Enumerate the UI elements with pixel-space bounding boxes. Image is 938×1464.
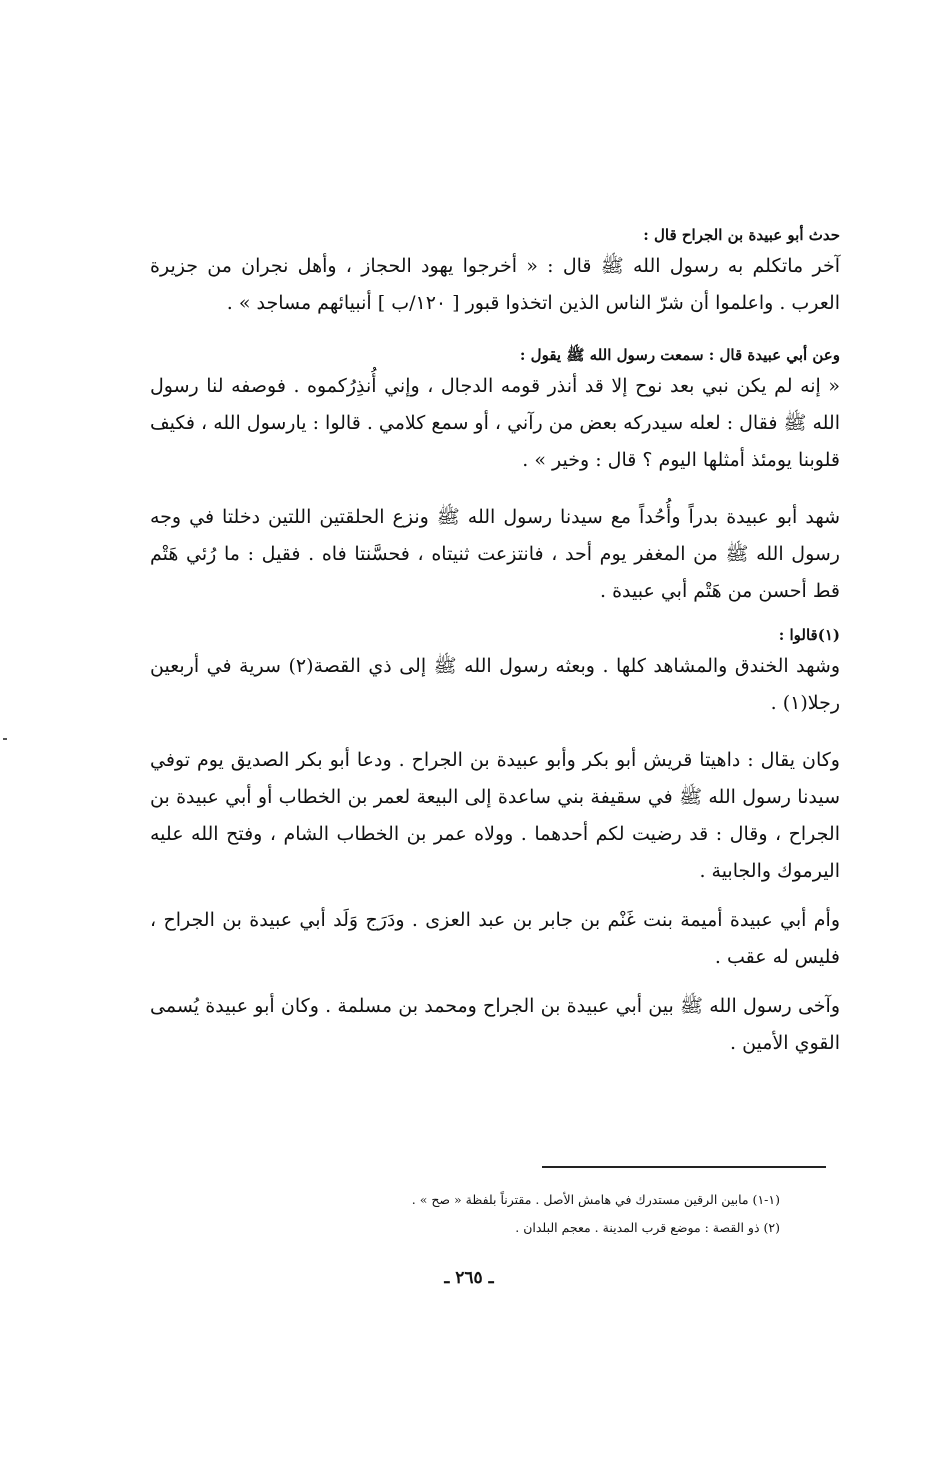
paragraph-7: وآخى رسول الله ﷺ بين أبي عبيدة بن الجراح ومحمد بن مسلمة . وكان أبو عبيدة يُسمى القوي الأمين . <box>150 995 840 1054</box>
footnote-1: (١-١) مابين الرقين مستدرك في هامش الأصل . مقترناً بلفظة « صح » . <box>411 1192 780 1207</box>
section-heading-3: (١)قالوا : <box>778 626 840 644</box>
paragraph-4: وشهد الخندق والمشاهد كلها . وبعثه رسول الله ﷺ إلى ذي القصة(٢) سرية في أربعين رجلا(١) . <box>150 655 840 714</box>
page-number: ـ ٢٦٥ ـ <box>444 1268 494 1288</box>
main-text <box>150 222 840 1062</box>
margin-mark <box>3 738 7 740</box>
footnotes <box>150 1186 780 1242</box>
paragraph-5: وكان يقال : داهيتا قريش أبو بكر وأبو عبيدة بن الجراح . ودعا أبو بكر الصديق يوم توفي سيدنا رسول الله ﷺ في سقيفة بني ساعدة إلى البيعة لعمر بن الخطاب أو أبي عبيدة بن الجراح ، وقال : قد رضيت لكم أحدهما . وولاه عمر بن الخطاب الشام ، وفتح الله عليه اليرموك والجابية . <box>150 749 840 882</box>
paragraph-6: وأم أبي عبيدة أميمة بنت غَنْم بن جابر بن عبد العزى . ودَرَج وَلَد أبي عبيدة بن الجراح ، فليس له عقب . <box>150 909 840 968</box>
section-heading-1: حدث أبو عبيدة بن الجراح قال : <box>643 226 840 244</box>
paragraph-1: آخر ماتكلم به رسول الله ﷺ قال : « أخرجوا يهود الحجاز ، وأهل نجران من جزيرة العرب . واعلموا أن شرّ الناس الذين اتخذوا قبور [ ١٢٠/ب ] أنبيائهم مساجد » . <box>150 255 840 314</box>
section-heading-2: وعن أبي عبيدة قال : سمعت رسول الله ﷺ يقول : <box>519 346 840 364</box>
paragraph-3: شهد أبو عبيدة بدراً وأُحُداً مع سيدنا رسول الله ﷺ ونزع الحلقتين اللتين دخلتا في وجه رسول الله ﷺ من المغفر يوم أحد ، فانتزعت ثنيتاه ، فحسَّنتا فاه . فقيل : ما رُئي هَتْم قط أحسن من هَتْم أبي عبيدة . <box>150 506 840 602</box>
footnote-divider <box>542 1166 826 1168</box>
footnote-2: (٢) ذو القصة : موضع قرب المدينة . معجم البلدان . <box>515 1220 780 1235</box>
paragraph-2: « إنه لم يكن نبي بعد نوح إلا قد أنذر قومه الدجال ، وإني أُنذِرُكموه . فوصفه لنا رسول الله ﷺ فقال : لعله سيدركه بعض من رآني ، أو سمع كلامي . قالوا : يارسول الله ، فكيف قلوبنا يومئذ أمثلها اليوم ؟ قال : وخير » . <box>150 375 840 471</box>
